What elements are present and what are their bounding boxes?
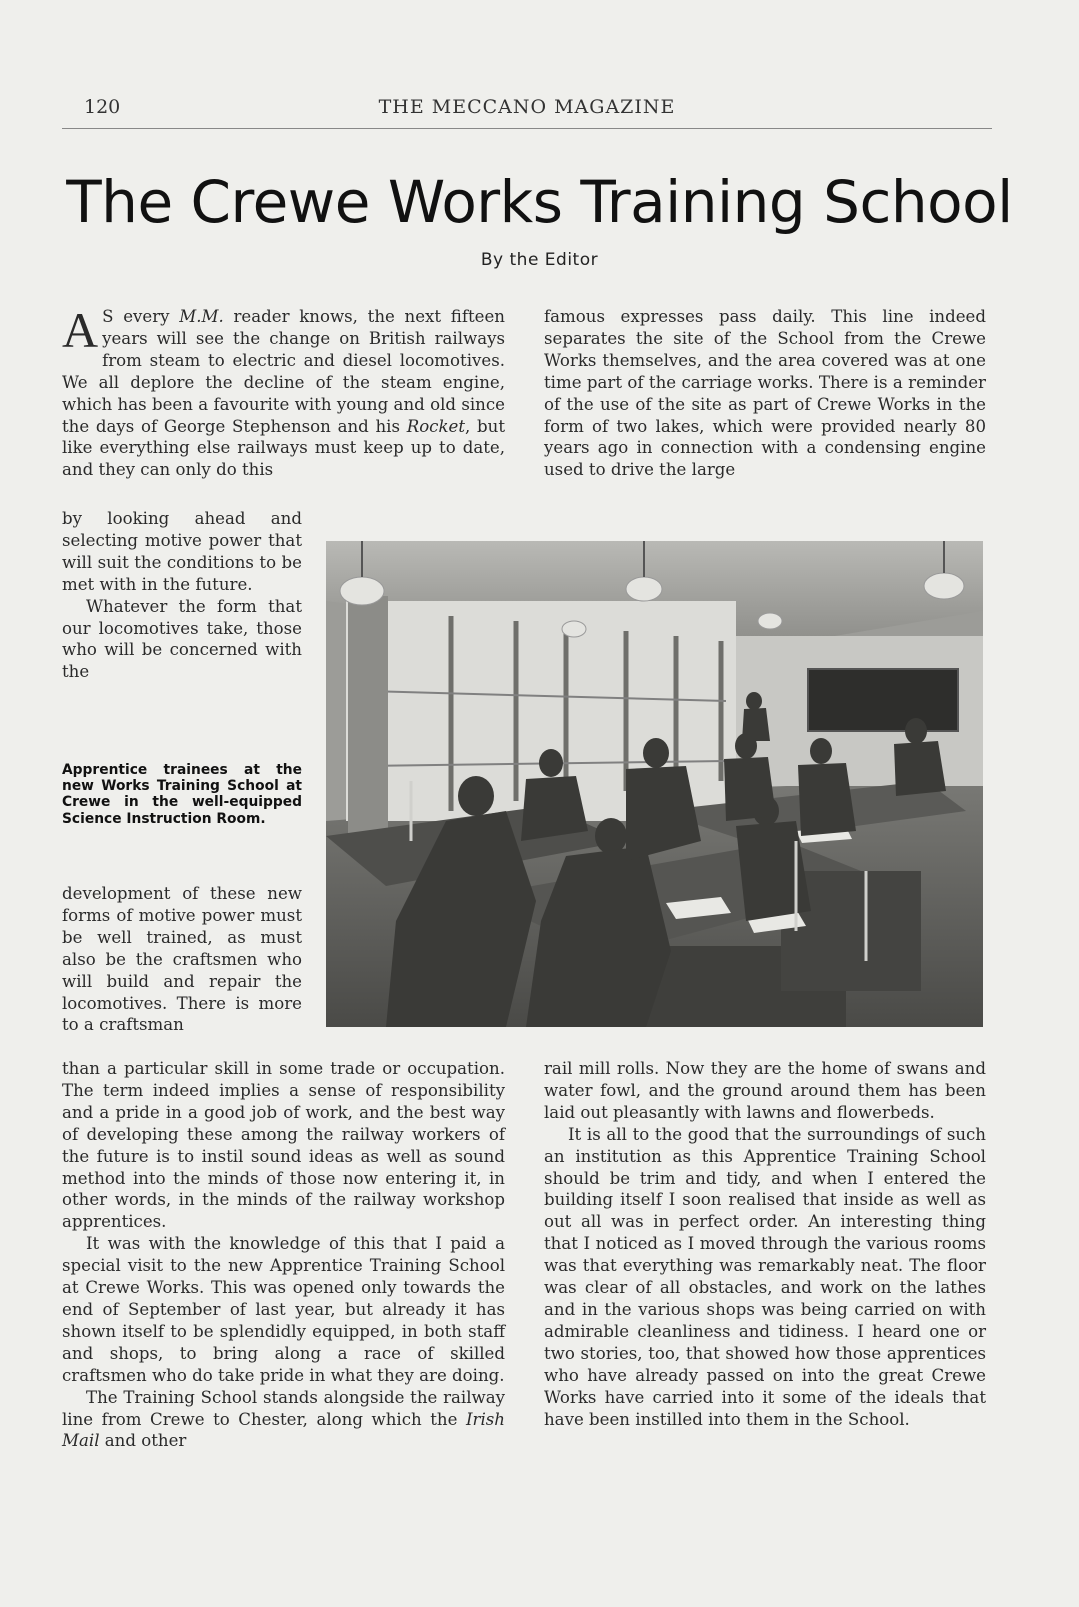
running-head xyxy=(62,94,992,129)
page-number: 120 xyxy=(84,96,121,118)
magazine-title: THE MECCANO MAGAZINE xyxy=(378,96,676,118)
right-column-top xyxy=(544,306,986,481)
paragraph: by looking ahead and selecting motive power that will suit the conditions to be met with in the future. xyxy=(62,509,302,594)
right-column-bottom xyxy=(544,1058,986,1430)
left-column-top xyxy=(62,302,505,481)
paragraph: development of these new forms of motive power must be well trained, as must also be the craftsmen who will build and repair the locomotives. There is more to a craftsman xyxy=(62,884,302,1035)
paragraph: famous expresses pass daily. This line indeed separates the site of the School from the Crewe Works themselves, and the area covered was at one time part of the carriage works. There is a reminder of the use of the site as part of Crewe Works in the form of two lakes, which were provided nearly 80 years ago in connection with a condensing engine used to drive the large xyxy=(544,307,986,480)
paragraph: The Training School stands alongside the railway line from Crewe to Chester, along which the Irish Mail and other xyxy=(62,1387,505,1451)
byline: By the Editor xyxy=(480,250,599,270)
paragraph: than a particular skill in some trade or occupation. The term indeed implies a sense of responsibility and a pride in a good job of work, and the best way of developing these among the railway workers of the future is to instil sound ideas as well as sound method into the minds of those now entering it, in other words, in the minds of the railway workshop apprentices. xyxy=(62,1059,505,1232)
photo-caption: Apprentice trainees at the new Works Training School at Crewe in the well-equipped Science Instruction Room. xyxy=(62,762,302,827)
left-column-narrow-2 xyxy=(62,883,302,1036)
drop-cap: A xyxy=(62,302,99,358)
paragraph: A S every M.M. reader knows, the next fifteen years will see the change on British railways from steam to electric and diesel locomotives. We all deplore the decline of the steam engine, which has been a favourite with young and old since the days of George Stephenson and his Rocket, but like everything else railways must keep up to date, and they can only do this xyxy=(62,302,505,480)
paragraph: It is all to the good that the surroundings of such an institution as this Apprentice Training School should be trim and tidy, and when I entered the building itself I soon realised that inside as well as out all was in perfect order. An interesting thing that I noticed as I moved through the various rooms was that everything was remarkably neat. The floor was clear of all obstacles, and work on the lathes and in the various shops was being carried on with admirable cleanliness and tidiness. I heard one or two stories, too, that showed how those apprentices who have already passed on into the great Crewe Works have carried into it some of the ideals that have been instilled into them in the School. xyxy=(544,1124,986,1429)
left-column-narrow xyxy=(62,508,302,683)
paragraph: rail mill rolls. Now they are the home of swans and water fowl, and the ground around them has been laid out pleasantly with lawns and flowerbeds. xyxy=(544,1059,986,1122)
paragraph: It was with the knowledge of this that I paid a special visit to the new Apprentice Training School at Crewe Works. This was opened only towards the end of September of last year, but already it has shown itself to be splendidly equipped, in both staff and shops, to bring along a race of skilled craftsmen who do take pride in what they are doing. xyxy=(62,1234,505,1385)
classroom-photo-illustration xyxy=(326,541,983,1027)
paragraph: Whatever the form that our locomotives take, those who will be concerned with the xyxy=(62,596,302,682)
article-title: The Crewe Works Training School xyxy=(66,168,1013,236)
classroom-photo xyxy=(326,541,983,1027)
left-column-bottom xyxy=(62,1058,505,1452)
